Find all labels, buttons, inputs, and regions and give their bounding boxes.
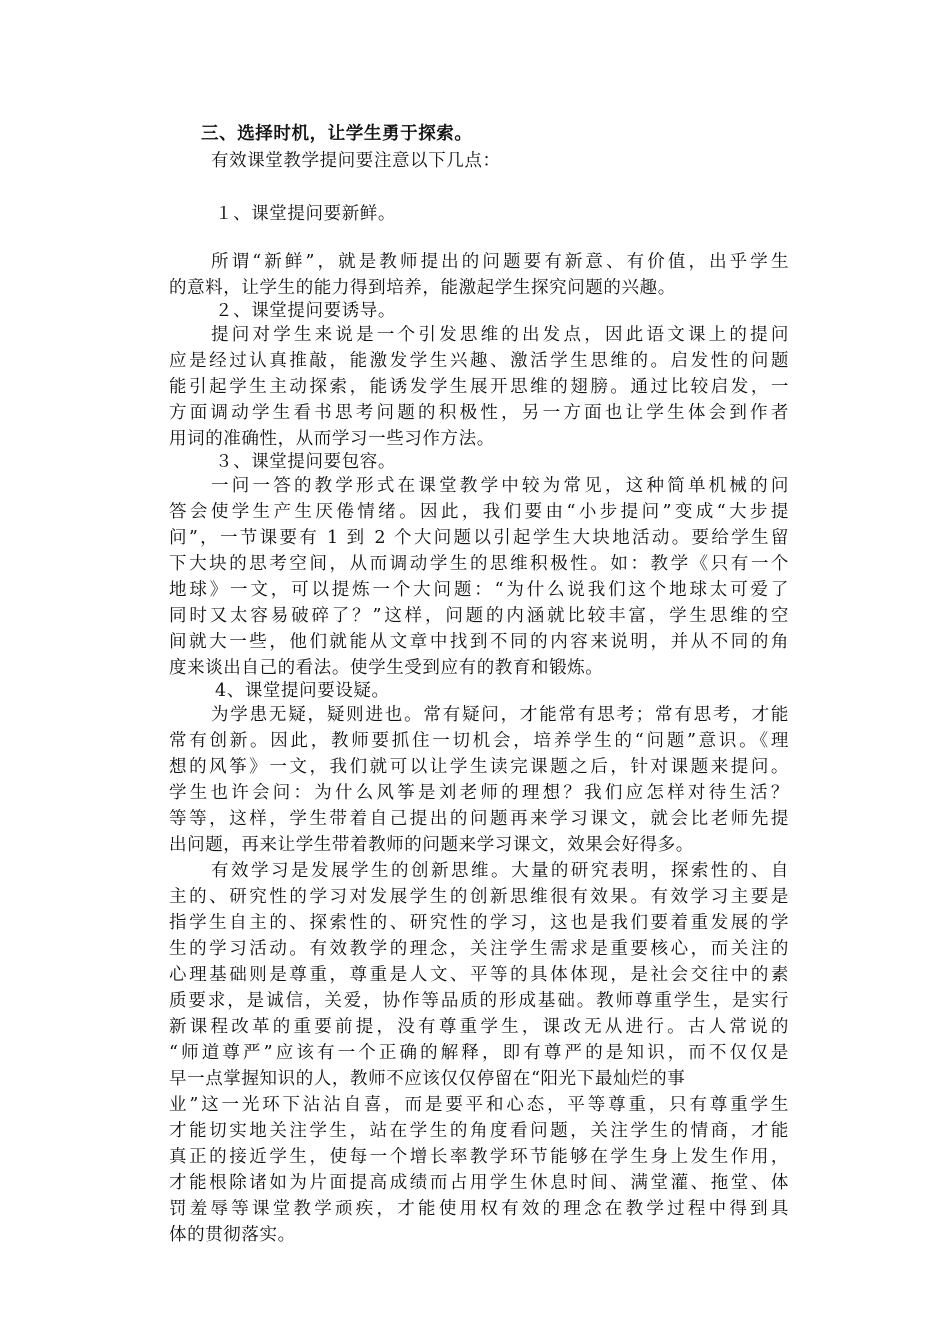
text-line: 度来谈出自己的看法。使学生受到应有的教育和锻炼。 — [169, 658, 604, 678]
text-line: 出问题，再来让学生带着教师的问题来学习课文，效果会好得多。 — [169, 835, 694, 855]
text-line: 常有创新。因此，教师要抓住一切机会，培养学生的“问题”意识。《理 — [169, 731, 789, 751]
text-line: 有效学习是发展学生的创新思维。大量的研究表明，探索性的、自 — [211, 861, 789, 881]
text-line: 为学患无疑，疑则进也。常有疑问，才能常有思考；常有思考，才能 — [211, 705, 789, 725]
text-line: ３、课堂提问要包容。 — [215, 452, 396, 472]
text-line: 早一点掌握知识的人，教师不应该仅仅停留在“阳光下最灿烂的事 — [169, 1069, 686, 1089]
text-line: 4、课堂提问要设疑。 — [215, 681, 390, 701]
text-line: 应是经过认真推敲，能激发学生兴趣、激活学生思维的。启发性的问题 — [169, 351, 789, 371]
text-line: 地球》一文，可以提炼一个大问题：“为什么说我们这个地球太可爱了 — [169, 580, 789, 600]
text-line: 的意料，让学生的能力得到培养，能激起学生探究问题的兴趣。 — [169, 278, 676, 298]
text-line: 生的学习活动。有效教学的理念，关注学生需求是重要核心，而关注的 — [169, 939, 789, 959]
text-line: 新课程改革的重要前提，没有尊重学生，课改无从进行。古人常说的 — [169, 1017, 789, 1037]
text-line: 一问一答的教学形式在课堂教学中较为常见，这种简单机械的问 — [211, 476, 789, 496]
text-line: 所谓“新鲜”，就是教师提出的问题要有新意、有价值，出乎学生 — [211, 252, 789, 272]
text-line: 方面调动学生看书思考问题的积极性，另一方面也让学生体会到作者 — [169, 403, 789, 423]
text-line: 主的、研究性的学习对发展学生的创新思维很有效果。有效学习主要是 — [169, 887, 789, 907]
text-line: 下大块的思考空间，从而调动学生的思维积极性。如：教学《只有一个 — [169, 554, 789, 574]
section-heading: 三、选择时机，让学生勇于探索。 — [201, 124, 473, 144]
text-line: 答会使学生产生厌倦情绪。因此，我们要由“小步提问”变成“大步提 — [169, 502, 789, 522]
text-line: １、课堂提问要新鲜。 — [215, 204, 396, 224]
text-line: 等等，这样，学生带着自己提出的问题再来学习课文，就会比老师先提 — [169, 809, 789, 829]
text-line: 体的贯彻落实。 — [169, 1225, 296, 1245]
text-line: 学生也许会问：为什么风筝是刘老师的理想？我们应怎样对待生活？ — [169, 783, 789, 803]
text-line: 指学生自主的、探索性的、研究性的学习，这也是我们要着重发展的学 — [169, 913, 789, 933]
text-line: 质要求，是诚信，关爱，协作等品质的形成基础。教师尊重学生，是实行 — [169, 991, 789, 1011]
text-line: 想的风筝》一文，我们就可以让学生读完课题之后，针对课题来提问。 — [169, 757, 789, 777]
text-line: 真正的接近学生，使每一个增长率教学环节能够在学生身上发生作用， — [169, 1147, 789, 1167]
text-line: 用词的准确性，从而学习一些习作方法。 — [169, 429, 495, 449]
text-line: 才能切实地关注学生，站在学生的角度看问题，关注学生的情商，才能 — [169, 1121, 789, 1141]
text-line: 心理基础则是尊重，尊重是人文、平等的具体体现，是社会交往中的素 — [169, 965, 789, 985]
text-line: 业”这一光环下沾沾自喜，而是要平和心态，平等尊重，只有尊重学生 — [169, 1095, 789, 1115]
text-line: 才能根除诸如为片面提高成绩而占用学生休息时间、满堂灌、拖堂、体 — [169, 1173, 789, 1193]
text-line: 同时又太容易破碎了？”这样，问题的内涵就比较丰富，学生思维的空 — [169, 606, 789, 626]
text-line: 能引起学生主动探索，能诱发学生展开思维的翅膀。通过比较启发，一 — [169, 377, 789, 397]
text-line: “师道尊严”应该有一个正确的解释，即有尊严的是知识，而不仅仅是 — [169, 1043, 789, 1063]
text-line: 罚羞辱等课堂教学顽疾，才能使用权有效的理念在教学过程中得到具 — [169, 1199, 789, 1219]
text-line: ２、课堂提问要诱导。 — [215, 301, 396, 321]
text-line: 间就大一些，他们就能从文章中找到不同的内容来说明，并从不同的角 — [169, 632, 789, 652]
text-line: 提问对学生来说是一个引发思维的出发点，因此语文课上的提问 — [211, 325, 789, 345]
text-line: 有效课堂教学提问要注意以下几点： — [211, 151, 501, 171]
text-line: 问”，一节课要有 1 到 2 个大问题以引起学生大块地活动。要给学生留 — [169, 528, 789, 548]
